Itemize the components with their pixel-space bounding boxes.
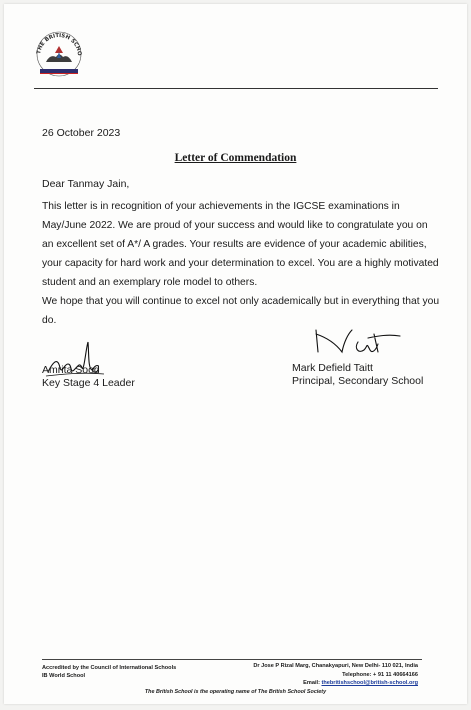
signatory-right-role: Principal, Secondary School — [292, 375, 424, 387]
svg-text:THE BRITISH SCHOOL, NEW DELHI: THE BRITISH SCHO — [36, 32, 83, 57]
paragraph-2: We hope that you will continue to excel not only academically but in everything that you do. — [42, 296, 440, 326]
footer-accreditation — [42, 664, 176, 680]
footer-divider — [42, 659, 422, 660]
email-line — [253, 679, 418, 688]
signatory-left — [42, 364, 135, 390]
signatory-left-role: Key Stage 4 Leader — [42, 377, 135, 389]
letter-title: Letter of Commendation — [174, 152, 297, 164]
accreditation-text: Accredited by the Council of International Schools — [42, 665, 177, 671]
header-divider — [34, 88, 438, 89]
signatory-left-name: Amrita Sood — [42, 364, 100, 376]
email-link[interactable]: thebritishschool@british-school.org — [321, 680, 418, 686]
footer-note: The British School is the operating name of The British School Society — [144, 689, 327, 695]
salutation: Dear Tanmay Jain, — [42, 178, 130, 190]
letter-body — [42, 197, 440, 330]
email-label: Email: — [303, 680, 322, 686]
signatory-right — [292, 362, 423, 388]
letter-page — [4, 4, 467, 704]
address-text: Dr Jose P Rizal Marg, Chanakyapuri, New Delhi- 110 021, India — [253, 663, 418, 669]
footer-contact — [253, 662, 418, 688]
paragraph-1: This letter is in recognition of your achievements in the IGCSE examinations in May/June 2022. We are proud of your success and would like to congratulate you on an excellent set of A*/ A grades. Your results are evidence of your academic abilities, your capacity for hard work and your determination to excel. You are a highly motivated student and an exemplary role model to others. — [42, 201, 439, 288]
signatory-right-name: Mark Defield Taitt — [292, 362, 373, 374]
telephone-text: Telephone: + 91 11 40664166 — [342, 671, 418, 678]
school-logo — [34, 22, 84, 84]
ib-text: IB World School — [42, 673, 86, 679]
letter-date: 26 October 2023 — [42, 127, 121, 139]
signature-right — [308, 322, 404, 362]
